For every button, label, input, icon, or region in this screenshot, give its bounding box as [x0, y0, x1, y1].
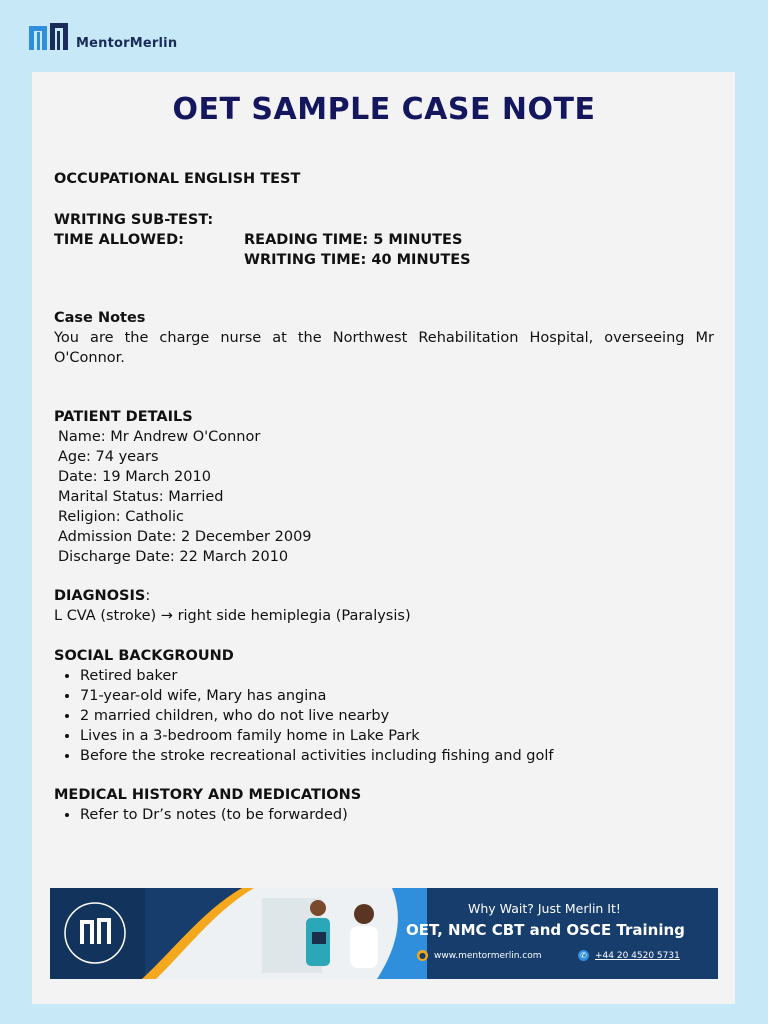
medical-history-list — [54, 805, 714, 825]
patient-detail-line: Marital Status: Married — [58, 489, 224, 505]
mentormerlin-logo-icon — [28, 22, 74, 52]
reading-time: READING TIME: 5 MINUTES — [244, 232, 463, 248]
mentormerlin-badge-icon — [50, 888, 145, 979]
website-link[interactable] — [417, 950, 542, 961]
case-notes-section — [54, 308, 714, 368]
patient-detail-line: Discharge Date: 22 March 2010 — [58, 549, 289, 565]
diagnosis-colon: : — [145, 588, 151, 604]
patient-detail-line: Age: 74 years — [58, 449, 159, 465]
globe-icon: ● — [417, 950, 428, 961]
phone-icon: ✆ — [578, 950, 589, 961]
case-notes-heading: Case Notes — [54, 310, 146, 326]
phone-link[interactable] — [578, 950, 680, 961]
list-item: • 2 married children, who do not live nearby — [80, 706, 714, 726]
medical-history-section — [54, 785, 714, 825]
subtest-label: WRITING SUB-TEST: — [54, 212, 214, 228]
diagnosis-heading: DIAGNOSIS — [54, 588, 146, 604]
diagnosis-section — [54, 586, 714, 626]
list-item: • Refer to Dr’s notes (to be forwarded) — [80, 805, 714, 825]
list-item: • Before the stroke recreational activities including fishing and golf — [80, 746, 714, 766]
promo-banner[interactable] — [50, 888, 718, 979]
phone-number: +44 20 4520 5731 — [595, 950, 680, 961]
patient-details-heading: PATIENT DETAILS — [54, 409, 193, 425]
page-title: OET SAMPLE CASE NOTE — [172, 92, 596, 127]
nurse-patient-photo — [142, 888, 427, 979]
time-allowed-label: TIME ALLOWED: — [54, 232, 184, 248]
banner-headline: OET, NMC CBT and OSCE Training — [406, 921, 685, 939]
social-background-section — [54, 646, 714, 766]
test-name: OCCUPATIONAL ENGLISH TEST — [54, 171, 301, 187]
list-item: • Retired baker — [80, 666, 714, 686]
writing-time: WRITING TIME: 40 MINUTES — [244, 252, 471, 268]
test-header — [54, 169, 714, 189]
medical-history-heading: MEDICAL HISTORY AND MEDICATIONS — [54, 787, 362, 803]
list-item: • 71-year-old wife, Mary has angina — [80, 686, 714, 706]
patient-details-section — [54, 407, 714, 567]
patient-detail-line: Religion: Catholic — [58, 509, 184, 525]
patient-detail-line: Name: Mr Andrew O'Connor — [58, 429, 261, 445]
banner-logo-panel — [50, 888, 145, 979]
brand-name: MentorMerlin — [76, 36, 178, 51]
diagnosis-text: L CVA (stroke) → right side hemiplegia (Paralysis) — [54, 608, 411, 624]
banner-tagline: Why Wait? Just Merlin It! — [468, 901, 621, 916]
patient-detail-line: Admission Date: 2 December 2009 — [58, 529, 312, 545]
list-item: • Lives in a 3-bedroom family home in Lake Park — [80, 726, 714, 746]
social-background-list — [54, 666, 714, 766]
social-background-heading: SOCIAL BACKGROUND — [54, 648, 234, 664]
case-notes-text: You are the charge nurse at the Northwest Rehabilitation Hospital, overseeing Mr O'Connor. — [54, 330, 714, 366]
patient-detail-line: Date: 19 March 2010 — [58, 469, 211, 485]
brand-logo — [28, 22, 177, 52]
timing-block — [54, 210, 714, 270]
website-text: www.mentormerlin.com — [434, 950, 542, 961]
